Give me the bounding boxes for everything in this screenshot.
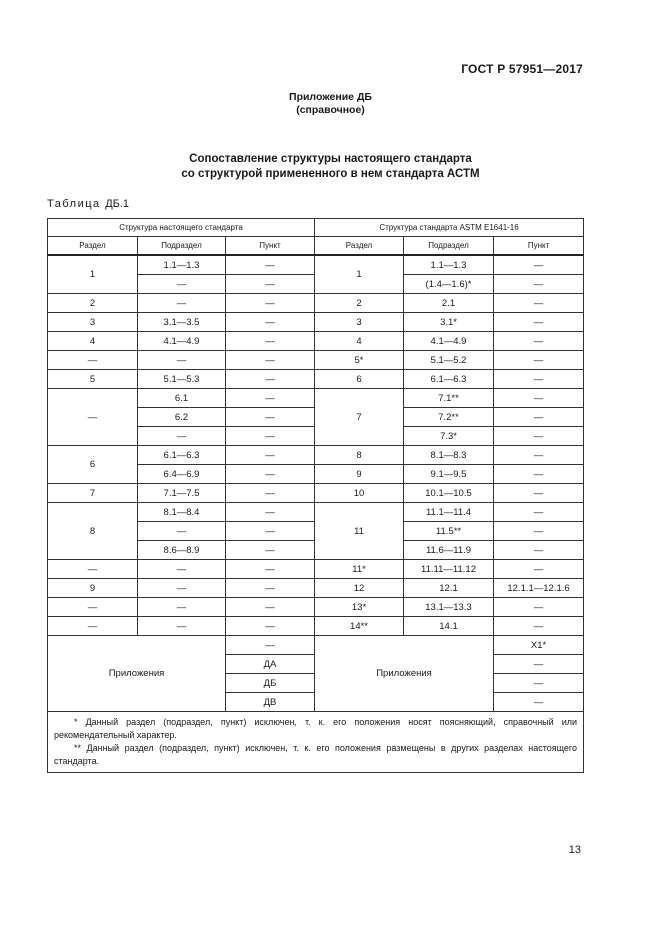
cell-section: 1 xyxy=(48,255,138,294)
cell-section-astm: 13* xyxy=(315,598,404,617)
cell-item: — xyxy=(226,370,315,389)
group-header-left: Структура настоящего стандарта xyxy=(48,219,315,237)
col-header-item-astm: Пункт xyxy=(494,237,584,256)
table-row xyxy=(48,503,584,522)
cell-subsection-astm: 12.1 xyxy=(404,579,494,598)
table-row xyxy=(48,598,584,617)
comparison-table xyxy=(47,218,584,773)
cell-subsection: 3.1—3.5 xyxy=(138,313,226,332)
cell-subsection-astm: 10.1—10.5 xyxy=(404,484,494,503)
cell-section-astm: 2 xyxy=(315,294,404,313)
cell-item: — xyxy=(226,275,315,294)
cell-subsection: 7.1—7.5 xyxy=(138,484,226,503)
cell-subsection: — xyxy=(138,294,226,313)
appendix-title: Приложение ДБ xyxy=(289,91,372,103)
cell-subsection-astm: 2.1 xyxy=(404,294,494,313)
cell-section-astm: 11 xyxy=(315,503,404,560)
cell-section-astm: 4 xyxy=(315,332,404,351)
cell-subsection-astm: (1.4—1.6)* xyxy=(404,275,494,294)
cell-item: — xyxy=(226,579,315,598)
cell-subsection: — xyxy=(138,427,226,446)
cell-item-astm: — xyxy=(494,427,584,446)
cell-subsection: 1.1—1.3 xyxy=(138,255,226,275)
cell-section-astm: 1 xyxy=(315,255,404,294)
table-caption-number: ДБ.1 xyxy=(105,198,130,210)
cell-section-astm: 9 xyxy=(315,465,404,484)
cell-subsection: — xyxy=(138,275,226,294)
cell-item-astm: — xyxy=(494,275,584,294)
cell-item: — xyxy=(226,560,315,579)
cell-subsection-astm: 8.1—8.3 xyxy=(404,446,494,465)
cell-item-astm: — xyxy=(494,503,584,522)
cell-subsection-astm: 1.1—1.3 xyxy=(404,255,494,275)
cell-item: — xyxy=(226,541,315,560)
cell-subsection: 8.1—8.4 xyxy=(138,503,226,522)
table-row xyxy=(48,389,584,408)
cell-subsection: 6.2 xyxy=(138,408,226,427)
col-header-item: Пункт xyxy=(226,237,315,256)
cell-section: — xyxy=(48,598,138,617)
cell-subsection: — xyxy=(138,351,226,370)
cell-item: — xyxy=(226,427,315,446)
cell-section-astm: 5* xyxy=(315,351,404,370)
cell-section-astm: 10 xyxy=(315,484,404,503)
cell-subsection-astm: 7.3* xyxy=(404,427,494,446)
cell-subsection: — xyxy=(138,598,226,617)
page-number: 13 xyxy=(568,844,581,856)
cell-subsection-astm: 11.11—11.12 xyxy=(404,560,494,579)
col-header-subsection: Подраздел xyxy=(138,237,226,256)
appendix-right-cell: — xyxy=(494,674,584,693)
col-header-section-astm: Раздел xyxy=(315,237,404,256)
cell-item: — xyxy=(226,484,315,503)
cell-item-astm: — xyxy=(494,294,584,313)
table-row xyxy=(48,313,584,332)
page-title xyxy=(0,152,661,182)
cell-subsection-astm: 14.1 xyxy=(404,617,494,636)
cell-item: — xyxy=(226,522,315,541)
cell-subsection: — xyxy=(138,522,226,541)
cell-item-astm: — xyxy=(494,484,584,503)
appendix-left-cell: ДА xyxy=(226,655,315,674)
cell-item: — xyxy=(226,408,315,427)
cell-subsection-astm: 11.6—11.9 xyxy=(404,541,494,560)
cell-item: — xyxy=(226,313,315,332)
cell-subsection-astm: 3.1* xyxy=(404,313,494,332)
cell-item: — xyxy=(226,332,315,351)
table-row xyxy=(48,446,584,465)
appendix-left-cell: ДБ xyxy=(226,674,315,693)
cell-subsection: 5.1—5.3 xyxy=(138,370,226,389)
cell-section: 2 xyxy=(48,294,138,313)
cell-item-astm: — xyxy=(494,389,584,408)
cell-item-astm: — xyxy=(494,255,584,275)
cell-subsection-astm: 11.5** xyxy=(404,522,494,541)
cell-section: 5 xyxy=(48,370,138,389)
cell-subsection: 8.6—8.9 xyxy=(138,541,226,560)
cell-section-astm: 7 xyxy=(315,389,404,446)
appendix-label-left: Приложения xyxy=(48,636,226,712)
col-header-subsection-astm: Подраздел xyxy=(404,237,494,256)
cell-item: — xyxy=(226,255,315,275)
cell-section: — xyxy=(48,351,138,370)
cell-section-astm: 6 xyxy=(315,370,404,389)
table-row xyxy=(48,579,584,598)
cell-subsection: 6.4—6.9 xyxy=(138,465,226,484)
cell-subsection-astm: 9.1—9.5 xyxy=(404,465,494,484)
cell-section-astm: 3 xyxy=(315,313,404,332)
cell-item-astm: — xyxy=(494,465,584,484)
cell-subsection-astm: 6.1—6.3 xyxy=(404,370,494,389)
cell-item: — xyxy=(226,389,315,408)
cell-item-astm: — xyxy=(494,370,584,389)
cell-item: — xyxy=(226,351,315,370)
title-line-1: Сопоставление структуры настоящего стандарта xyxy=(189,153,472,165)
table-row xyxy=(48,255,584,275)
cell-item-astm: — xyxy=(494,313,584,332)
cell-section-astm: 12 xyxy=(315,579,404,598)
cell-item-astm: — xyxy=(494,541,584,560)
table-row xyxy=(48,617,584,636)
group-header-right: Структура стандарта ASTM E1641-16 xyxy=(315,219,584,237)
cell-subsection-astm: 5.1—5.2 xyxy=(404,351,494,370)
table-notes xyxy=(48,712,584,773)
appendix-heading xyxy=(0,91,661,117)
cell-subsection: — xyxy=(138,579,226,598)
cell-item: — xyxy=(226,617,315,636)
cell-section: 8 xyxy=(48,503,138,560)
appendix-label-right: Приложения xyxy=(315,636,494,712)
table-row xyxy=(48,332,584,351)
cell-subsection-astm: 13.1—13.3 xyxy=(404,598,494,617)
footnote-1: * Данный раздел (подраздел, пункт) исключен, т. к. его положения носят поясняющий, справочный или рекомендательный характер. xyxy=(54,717,578,740)
appendix-left-cell: ДВ xyxy=(226,693,315,712)
cell-section: 3 xyxy=(48,313,138,332)
cell-item: — xyxy=(226,294,315,313)
table-row xyxy=(48,351,584,370)
cell-item-astm: — xyxy=(494,598,584,617)
footnote-2: ** Данный раздел (подраздел, пункт) исключен, т. к. его положения размещены в других разделах настоящего стандарта. xyxy=(54,743,578,766)
cell-section: 9 xyxy=(48,579,138,598)
cell-subsection: — xyxy=(138,560,226,579)
title-line-2: со структурой примененного в нем стандарта АСТМ xyxy=(181,168,480,180)
cell-subsection: 6.1 xyxy=(138,389,226,408)
table-caption xyxy=(47,198,129,210)
cell-section: — xyxy=(48,617,138,636)
appendix-type: (справочное) xyxy=(296,104,365,116)
cell-subsection-astm: 11.1—11.4 xyxy=(404,503,494,522)
cell-item: — xyxy=(226,446,315,465)
table-row xyxy=(48,484,584,503)
cell-subsection: 4.1—4.9 xyxy=(138,332,226,351)
cell-item: — xyxy=(226,598,315,617)
cell-section: 7 xyxy=(48,484,138,503)
cell-section-astm: 11* xyxy=(315,560,404,579)
cell-item-astm: — xyxy=(494,332,584,351)
cell-subsection-astm: 7.1** xyxy=(404,389,494,408)
cell-item-astm: — xyxy=(494,522,584,541)
table-row xyxy=(48,294,584,313)
cell-section: 4 xyxy=(48,332,138,351)
cell-item-astm: — xyxy=(494,351,584,370)
cell-subsection-astm: 7.2** xyxy=(404,408,494,427)
table-notes-row xyxy=(48,712,584,773)
cell-item: — xyxy=(226,503,315,522)
appendix-right-cell: — xyxy=(494,693,584,712)
cell-section: 6 xyxy=(48,446,138,484)
table-row xyxy=(48,560,584,579)
document-code: ГОСТ Р 57951—2017 xyxy=(461,62,583,76)
appendix-right-cell: — xyxy=(494,655,584,674)
cell-subsection: 6.1—6.3 xyxy=(138,446,226,465)
table-caption-prefix: Таблица xyxy=(47,198,101,210)
col-header-section: Раздел xyxy=(48,237,138,256)
cell-section-astm: 8 xyxy=(315,446,404,465)
table-row xyxy=(48,370,584,389)
cell-section: — xyxy=(48,560,138,579)
cell-item-astm: 12.1.1—12.1.6 xyxy=(494,579,584,598)
cell-item-astm: — xyxy=(494,617,584,636)
cell-section-astm: 14** xyxy=(315,617,404,636)
cell-section: — xyxy=(48,389,138,446)
cell-subsection: — xyxy=(138,617,226,636)
cell-item-astm: — xyxy=(494,560,584,579)
cell-item-astm: — xyxy=(494,446,584,465)
table-row-appendix xyxy=(48,636,584,655)
appendix-left-cell: — xyxy=(226,636,315,655)
cell-item: — xyxy=(226,465,315,484)
appendix-right-cell: X1* xyxy=(494,636,584,655)
cell-subsection-astm: 4.1—4.9 xyxy=(404,332,494,351)
cell-item-astm: — xyxy=(494,408,584,427)
